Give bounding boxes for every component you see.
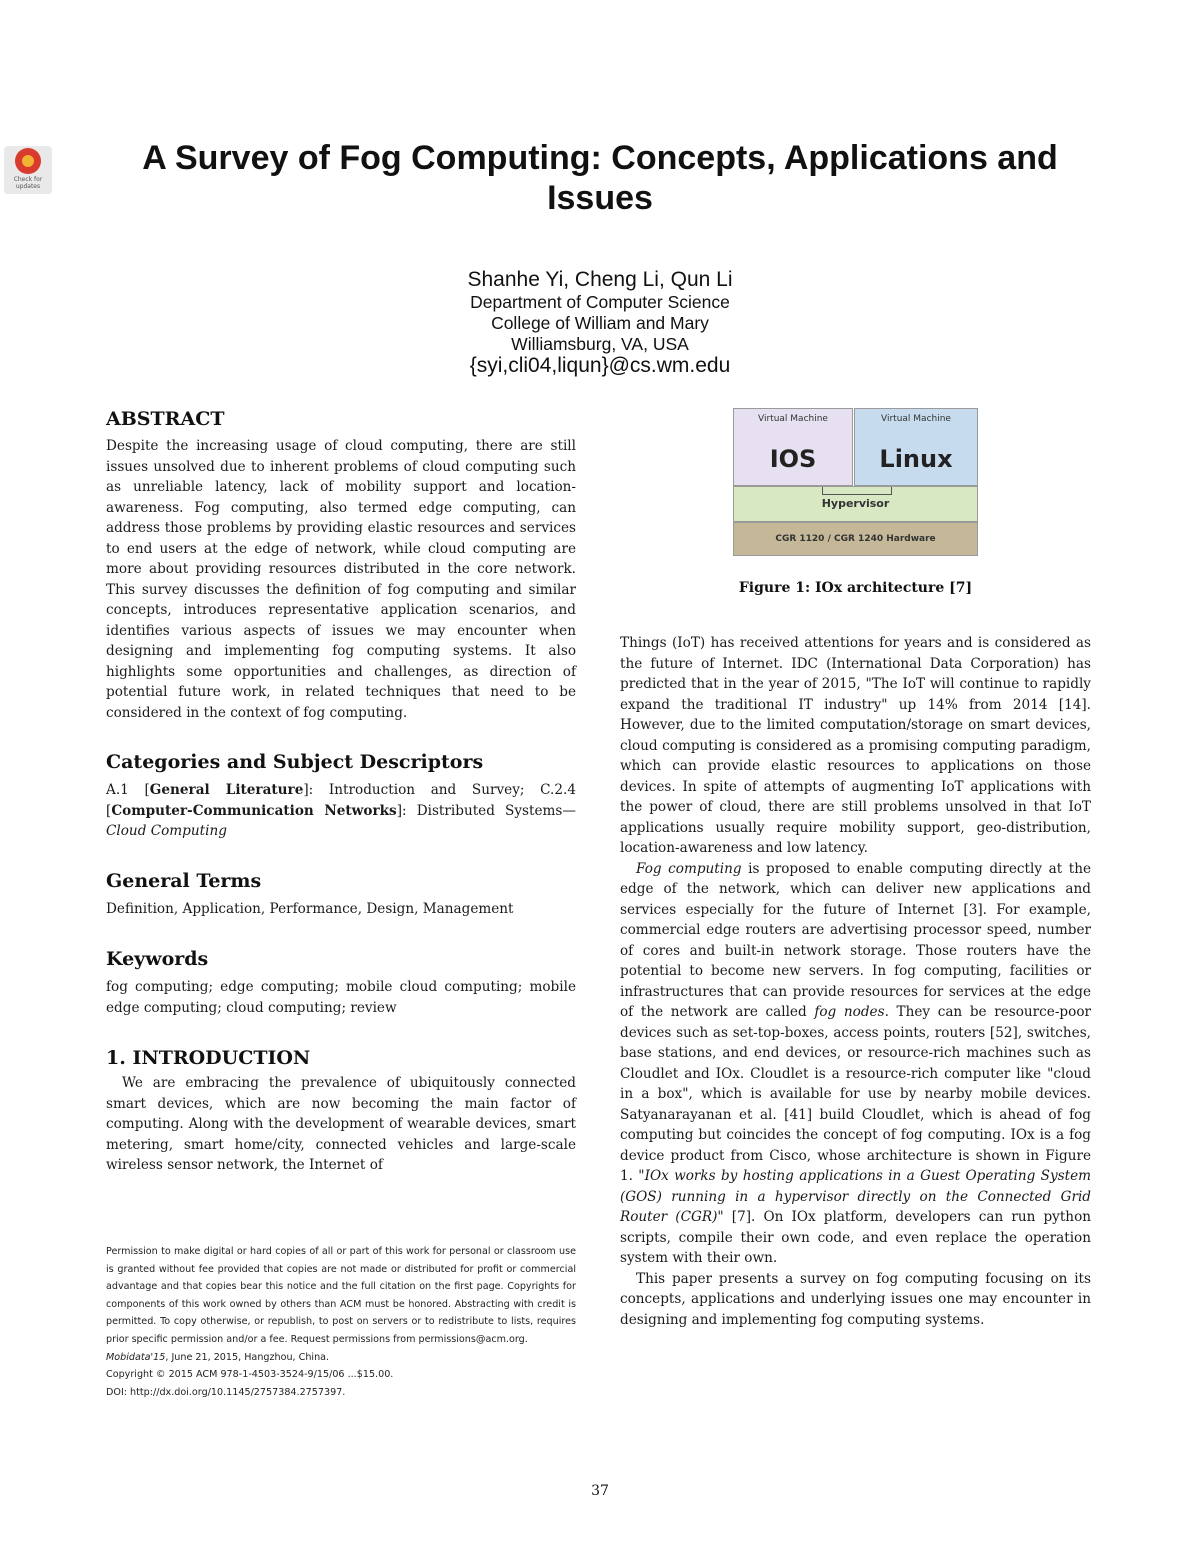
right-column [620,633,1091,1330]
p2-part-a: is proposed to enable computing directly at the edge of the network, which can deliver new applications and services especially for the future of Internet [3]. For example, commercial edge routers are advertising processor speed, number of cores and built-in network storage. Those routers have the potential to become new servers. In fog computing, facilities or infrastructures that can provide resources for services at the edge of the network are called [620,860,1092,1020]
check-for-updates-badge[interactable] [4,146,52,194]
conference-details: , June 21, 2015, Hangzhou, China. [165,1351,330,1363]
categories-text [106,780,576,842]
categories-heading: Categories and Subject Descriptors [106,751,484,773]
right-paragraph-2 [620,859,1091,1269]
permission-notice: Permission to make digital or hard copies of all or part of this work for personal or classroom use is granted without fee provided that copies are not made or distributed for profit or commercial advantage and that copies bear this notice and the full citation on the first page. Copyrights for components of this work owned by others than ACM must be honored. Abstracting with credit is permitted. To copy otherwise, or republish, to post on servers or to redistribute to lists, requires prior specific permission and/or a fee. Request permissions from permissions@acm.org. [106,1246,576,1345]
conference-name: Mobidata'15 [106,1351,166,1363]
figure-caption: Figure 1: IOx architecture [7] [738,580,973,596]
right-paragraph-3: This paper presents a survey on fog computing focusing on its concepts, applications and underlying issues one may encounter in designing and implementing fog computing systems. [620,1270,1091,1328]
fog-nodes-term: fog nodes [814,1004,885,1020]
vm2-name: Linux [879,445,953,473]
vm2-label: Virtual Machine [881,414,951,424]
copyright-footnote [106,1243,576,1401]
doi-link[interactable]: DOI: http://dx.doi.org/10.1145/2757384.2757397. [106,1386,346,1398]
left-column [106,404,576,1176]
author-college: College of William and Mary [491,313,709,333]
crossmark-icon [15,148,41,174]
author-department: Department of Computer Science [470,292,730,312]
iox-quote: IOx works by hosting applications in a Guest Operating System (GOS) running in a hypervisor directly on the Connected Grid Router (CGR) [620,1168,1092,1225]
hardware-layer: CGR 1120 / CGR 1240 Hardware [733,522,978,556]
cat-cloud: Cloud Computing [106,823,227,839]
vm-ios-box [733,408,853,486]
vm1-name: IOS [769,445,817,473]
vm1-label: Virtual Machine [758,414,828,424]
p2-part-b: . They can be resource-poor devices such as set-top-boxes, access points, routers [52], switches, base stations, and end devices, or resource-rich machines such as Cloudlet and IOx. Cloudlet is a resource-rich computer like "cloud in a box", which is available for use by nearby mobile devices. Satyanarayanan et al. [41] build Cloudlet, which is ahead of fog computing but coincides the concept of fog computing. IOx is a fog device product from Cisco, whose architecture is shown in Figure 1. " [620,1004,1091,1184]
keywords-text: fog computing; edge computing; mobile cloud computing; mobile edge computing; cloud computing; review [106,979,576,1016]
right-paragraph-1: Things (IoT) has received attentions for years and is considered as the future of Internet. IDC (International Data Corporation) has predicted that in the year of 2015, "The IoT will continue to rapidly expand the traditional IT industry" up 14% from 2014 [14]. However, due to the limited computation/storage on smart devices, cloud computing is considered as a promising computing paradigm, which can provide elastic resources to applications on those devices. In spite of attempts of augmenting IoT applications with the power of cloud, there are still problems unsolved in that IoT applications usually require mobility support, geo-distribution, location-awareness and low latency. [620,635,1091,856]
fog-computing-term: Fog computing [636,860,742,877]
cat-general-literature: General Literature [149,782,304,798]
general-terms-text: Definition, Application, Performance, Design, Management [106,900,514,917]
badge-label: Check for updates [13,176,43,190]
hypervisor-layer [733,486,978,522]
hypervisor-bracket [822,487,892,495]
abstract-text: Despite the increasing usage of cloud computing, there are still issues unsolved due to inherent problems of cloud computing such as unreliable latency, lack of mobility support and location-awareness. Fog computing, also termed edge computing, can address those problems by providing elastic resources and services to end users at the edge of network, while cloud computing are more about providing resources distributed in the core network. This survey discusses the definition of fog computing and similar concepts, introduces representative application scenarios, and identifies various aspects of issues we may encounter when designing and implementing fog computing systems. It also highlights some opportunities and challenges, as direction of potential future work, in related techniques that need to be considered in the context of fog computing. [106,438,576,721]
page-number: 37 [591,1483,609,1499]
abstract-heading: ABSTRACT [106,408,225,430]
cat-ccn: Computer-Communication Networks [111,802,397,819]
p2-part-c: " [7]. On IOx platform, developers can run python scripts, compile their own code, and even replace the operation system with their own. [620,1209,1092,1266]
iox-architecture-figure [733,408,978,556]
author-location: Williamsburg, VA, USA [511,334,689,354]
cat-part2: ]: Introduction and Survey; C.2.4 [ [106,782,576,819]
copyright-line: Copyright © 2015 ACM 978-1-4503-3524-9/15/06 ...$15.00. [106,1369,394,1381]
author-names: Shanhe Yi, Cheng Li, Qun Li [467,268,733,291]
author-email[interactable]: {syi,cli04,liqun}@cs.wm.edu [469,354,731,377]
paper-title: A Survey of Fog Computing: Concepts, Applications and Issues [142,139,1058,217]
vm-linux-box [854,408,978,486]
keywords-heading: Keywords [106,948,209,970]
introduction-heading: 1. INTRODUCTION [106,1047,311,1069]
general-terms-heading: General Terms [106,869,262,892]
introduction-paragraph: We are embracing the prevalence of ubiquitously connected smart devices, which are now becoming the main factor of computing. Along with the development of wearable devices, smart metering, smart home/city, connected vehicles and large-scale wireless sensor network, the Internet of [106,1075,576,1173]
hypervisor-label: Hypervisor [821,497,890,510]
cat-part3: ]: Distributed Systems— [396,802,576,819]
cat-part1: A.1 [ [106,782,150,798]
